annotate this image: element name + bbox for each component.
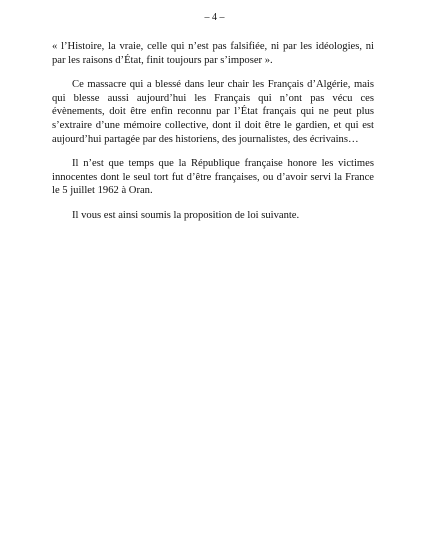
paragraph-massacre: Ce massacre qui a blessé dans leur chair les Français d’Algérie, mais qui blesse aussi aujourd’hui les Français qui n’ont pas vécu ces évènements, doit être enfin reconnu par l’État français qui ne peut plus s’extraire d’une mémoire collective, dont il doit être le gardien, et qui est aujourd’hui partagée par des historiens, des journalistes, des écrivains…	[52, 79, 374, 145]
paragraph-proposal: Il vous est ainsi soumis la proposition de loi suivante.	[72, 209, 300, 221]
paragraph-victims: Il n’est que temps que la République française honore les victimes innocentes dont le seul tort fut d’être françaises, ou d’avoir servi la France le 5 juillet 1962 à Oran.	[52, 158, 374, 197]
paragraph-quote: « l’Histoire, la vraie, celle qui n’est pas falsifiée, ni par les idéologies, ni par les raisons d’État, finit toujours par s’imposer ».	[52, 41, 374, 66]
body-text	[52, 40, 374, 234]
page-number: – 4 –	[204, 12, 225, 23]
